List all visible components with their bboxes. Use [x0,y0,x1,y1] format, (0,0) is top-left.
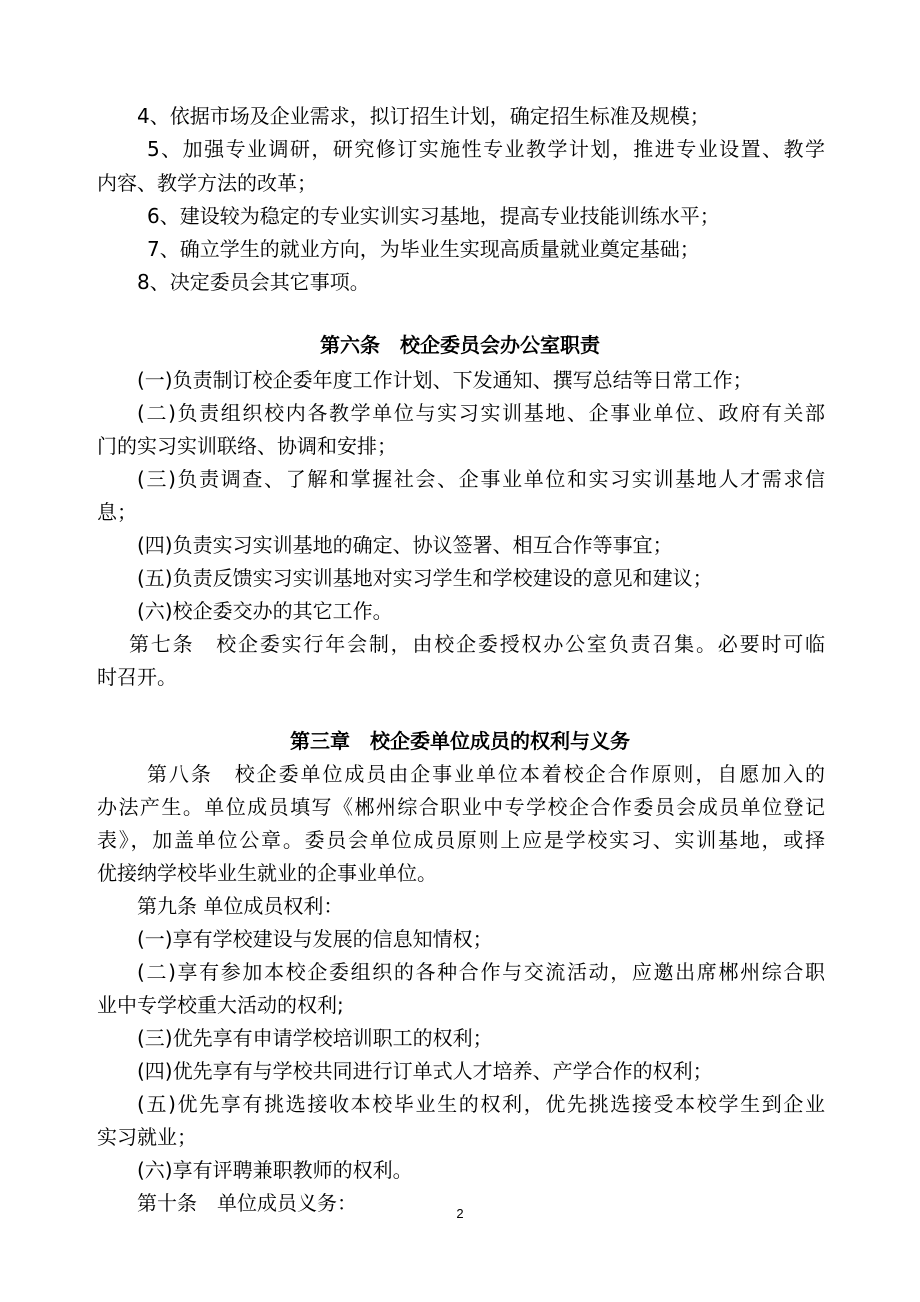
text-line: (四)负责实习实训基地的确定、协议签署、相互合作等事宜； [137,533,673,557]
text-line: (二)负责组织校内各教学单位与实习实训基地、企事业单位、政府有关部 [137,401,825,425]
text-line: 办法产生。单位成员填写《郴州综合职业中专学校企合作委员会成员单位登记 [97,795,825,819]
text-line: 第七条 校企委实行年会制，由校企委授权办公室负责召集。必要时可临 [129,632,825,656]
text-line: (一)享有学校建设与发展的信息知情权； [137,927,493,951]
text-line: 时召开。 [97,665,177,689]
text-line: 第十条 单位成员义务： [137,1191,357,1215]
text-line: (四)优先享有与学校共同进行订单式人才培养、产学合作的权利； [137,1059,713,1083]
text-line: 5、加强专业调研，研究修订实施性专业教学计划，推进专业设置、教学 [147,137,825,161]
text-line: 第八条 校企委单位成员由企事业单位本着校企合作原则，自愿加入的 [147,762,825,786]
text-line: (六)享有评聘兼职教师的权利。 [137,1158,413,1182]
text-line: 内容、教学方法的改革； [97,171,317,195]
text-line: 第九条 单位成员权利： [137,894,344,918]
chapter-heading: 第三章 校企委单位成员的权利与义务 [290,729,630,753]
text-line: 业中专学校重大活动的权利; [97,993,344,1017]
page-number: 2 [456,1206,464,1221]
text-line: (五)优先享有挑选接收本校毕业生的权利，优先挑选接受本校学生到企业 [137,1092,825,1116]
text-line: 4、依据市场及企业需求，拟订招生计划，确定招生标准及规模； [137,104,710,128]
text-line: 息； [97,500,137,524]
text-line: (二)享有参加本校企委组织的各种合作与交流活动，应邀出席郴州综合职 [137,960,825,984]
article-heading: 第六条 校企委员会办公室职责 [320,333,600,357]
text-line: (一)负责制订校企委年度工作计划、下发通知、撰写总结等日常工作； [137,368,753,392]
text-line: (六)校企委交办的其它工作。 [137,599,393,623]
text-line: 实习就业； [97,1125,197,1149]
text-line: 6、建设较为稳定的专业实训实习基地，提高专业技能训练水平； [147,204,720,228]
text-line: (三)优先享有申请学校培训职工的权利； [137,1026,493,1050]
text-line: (三)负责调查、了解和掌握社会、企事业单位和实习实训基地人才需求信 [137,467,825,491]
text-line: 表》，加盖单位公章。委员会单位成员原则上应是学校实习、实训基地，或择 [97,828,825,852]
text-line: 7、确立学生的就业方向，为毕业生实现高质量就业奠定基础； [147,237,700,261]
text-line: 8、决定委员会其它事项。 [137,270,370,294]
text-line: 门的实习实训联络、协调和安排； [97,434,397,458]
text-line: (五)负责反馈实习实训基地对实习学生和学校建设的意见和建议； [137,566,713,590]
text-line: 优接纳学校毕业生就业的企事业单位。 [97,861,437,885]
